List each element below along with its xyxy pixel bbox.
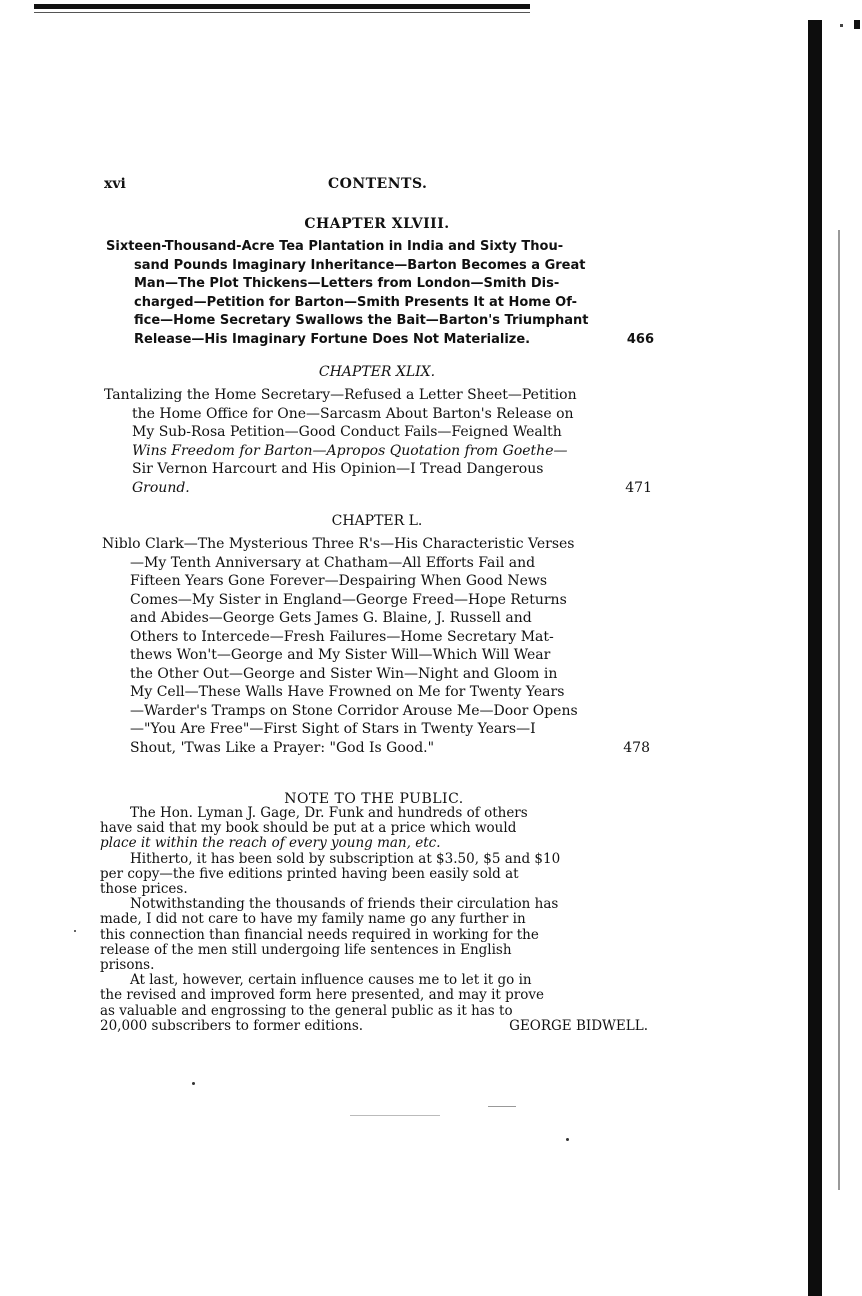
- summary-line: —My Tenth Anniversary at Chatham—All Efforts Fail and: [130, 554, 536, 571]
- summary-line: Tantalizing the Home Secretary—Refused a Letter Sheet—Petition: [104, 387, 577, 403]
- corner-speck: [840, 24, 843, 27]
- chapter-heading: CHAPTER XLVIII.: [304, 216, 450, 232]
- scan-speck: [74, 930, 76, 932]
- note-line: Hitherto, it has been sold by subscription at $3.50, $5 and $10: [130, 850, 561, 867]
- note-line: have said that my book should be put at a price which would: [100, 820, 517, 837]
- note-line: this connection than financial needs required in working for the: [100, 926, 539, 943]
- summary-line: Niblo Clark—The Mysterious Three R's—His Characteristic Verses: [102, 536, 575, 552]
- summary-line: Sixteen-Thousand-Acre Tea Plantation in India and Sixty Thou-: [106, 239, 564, 254]
- summary-line: thews Won't—George and My Sister Will—Which Will Wear: [130, 647, 551, 663]
- summary-line: —"You Are Free"—First Sight of Stars in Twenty Years—I: [130, 721, 536, 737]
- page-number: 478: [623, 739, 650, 756]
- summary-line: Comes—My Sister in England—George Freed—Hope Returns: [130, 591, 567, 608]
- folio: xvi: [104, 176, 126, 192]
- summary-line: and Abides—George Gets James G. Blaine, J. Russell and: [130, 610, 532, 626]
- note-line: made, I did not care to have my family name go any further in: [100, 911, 526, 928]
- summary-line: Fifteen Years Gone Forever—Despairing When Good News: [130, 573, 548, 589]
- page-number: 466: [626, 331, 654, 347]
- note-line: place it within the reach of every young man, etc.: [100, 835, 441, 852]
- note-line: prisons.: [100, 957, 155, 974]
- scan-speck: [350, 1115, 440, 1116]
- scan-speck: [566, 1138, 569, 1141]
- note-line: The Hon. Lyman J. Gage, Dr. Funk and hundreds of others: [130, 805, 528, 821]
- summary-line: My Sub-Rosa Petition—Good Conduct Fails—Feigned Wealth: [132, 424, 562, 440]
- chapter-summary: [102, 535, 650, 757]
- corner-mark: [854, 20, 860, 29]
- page-number: 471: [625, 479, 652, 496]
- summary-line: fice—Home Secretary Swallows the Bait—Barton's Triumphant: [134, 313, 589, 328]
- note-line: At last, however, certain influence causes me to let it go in: [130, 972, 532, 989]
- note-title: NOTE TO THE PUBLIC.: [284, 791, 464, 807]
- summary-line: Sir Vernon Harcourt and His Opinion—I Tread Dangerous: [132, 461, 544, 477]
- top-rule: [34, 4, 530, 9]
- chapter-summary: [106, 238, 654, 349]
- note-line: the revised and improved form here presented, and may it prove: [100, 987, 544, 1004]
- summary-line: the Home Office for One—Sarcasm About Barton's Release on: [132, 405, 574, 422]
- running-head: [104, 176, 650, 194]
- summary-line: —Warder's Tramps on Stone Corridor Arouse Me—Door Opens: [130, 702, 578, 719]
- running-title: CONTENTS.: [328, 176, 428, 192]
- page-edge: [838, 230, 840, 1190]
- summary-line: Release—His Imaginary Fortune Does Not Materialize. 466: [106, 331, 654, 350]
- top-rule-thin: [34, 12, 530, 13]
- signature: GEORGE BIDWELL.: [509, 1017, 648, 1034]
- note-line: those prices.: [100, 881, 188, 898]
- summary-line: the Other Out—George and Sister Win—Night and Gloom in: [130, 665, 558, 682]
- scan-speck: [192, 1082, 195, 1085]
- note-line: release of the men still undergoing life sentences in English: [100, 941, 512, 958]
- summary-line: Shout, 'Twas Like a Prayer: "God Is Good." 478: [130, 739, 650, 756]
- summary-line: sand Pounds Imaginary Inheritance—Barton Becomes a Great: [134, 257, 586, 273]
- note-line: 20,000 subscribers to former editions. GEORGE BIDWELL.: [100, 1017, 648, 1034]
- note-line: Notwithstanding the thousands of friends their circulation has: [130, 896, 559, 913]
- chapter-heading: CHAPTER XLIX.: [318, 364, 436, 380]
- scan-speck: [488, 1106, 516, 1107]
- note-body: [100, 806, 648, 1034]
- chapter-heading: CHAPTER L.: [331, 513, 423, 529]
- chapter-summary: [104, 386, 652, 497]
- summary-line: Man—The Plot Thickens—Letters from London—Smith Dis-: [134, 276, 560, 291]
- note-line: per copy—the five editions printed having been easily sold at: [100, 865, 519, 882]
- binding-shadow: [808, 20, 822, 1296]
- summary-line: Others to Intercede—Fresh Failures—Home Secretary Mat-: [130, 628, 554, 645]
- summary-line: Ground. 471: [132, 479, 652, 496]
- note-line: as valuable and engrossing to the general public as it has to: [100, 1002, 513, 1019]
- summary-line: My Cell—These Walls Have Frowned on Me for Twenty Years: [130, 684, 565, 700]
- summary-line: Wins Freedom for Barton—Apropos Quotation from Goethe—: [132, 442, 568, 459]
- summary-line: charged—Petition for Barton—Smith Presents It at Home Of-: [134, 294, 578, 310]
